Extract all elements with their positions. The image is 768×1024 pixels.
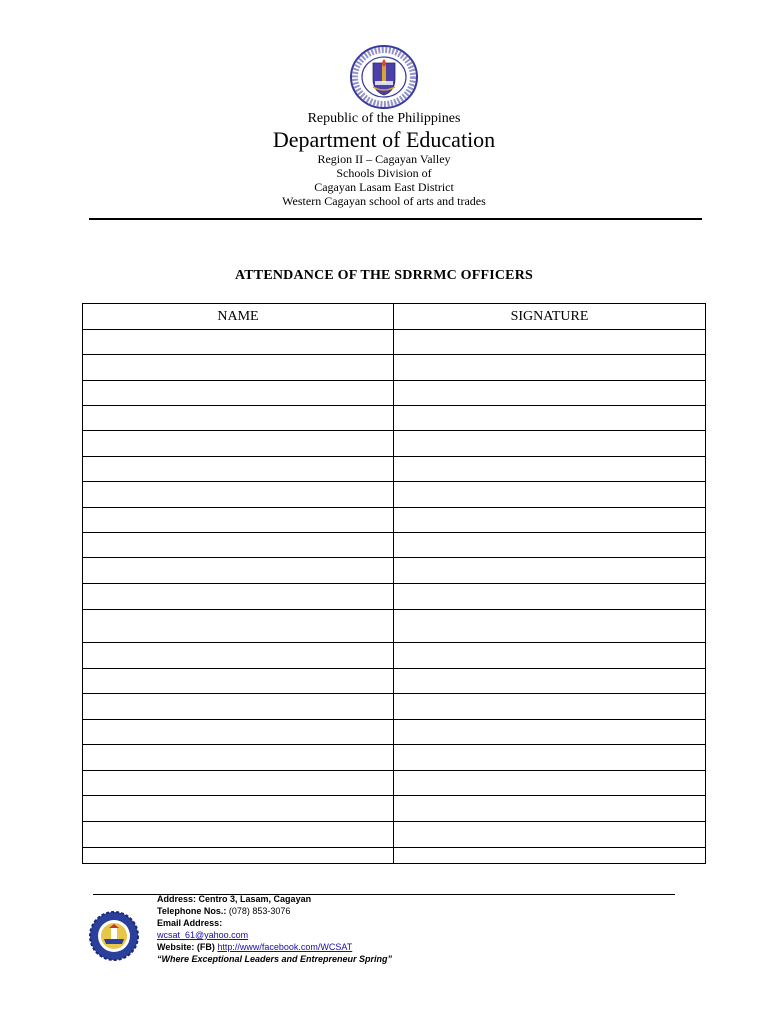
name-cell[interactable] [83,694,394,720]
table-row [83,406,706,431]
signature-cell[interactable] [394,457,706,482]
telephone-label: Telephone Nos.: [157,906,227,916]
table-row [83,720,706,745]
table-row [83,694,706,720]
telephone-value: (078) 853-3076 [228,906,291,916]
table-row [83,796,706,822]
table-row [83,745,706,771]
signature-cell[interactable] [394,330,706,355]
name-cell[interactable] [83,643,394,669]
table-header-row [83,304,706,330]
signature-cell[interactable] [394,584,706,610]
signature-cell[interactable] [394,771,706,796]
website-link[interactable]: http://www/facebook.com/WCSAT [217,942,353,952]
table-row [83,643,706,669]
signature-cell[interactable] [394,796,706,822]
signature-cell[interactable] [394,482,706,508]
name-cell[interactable] [83,584,394,610]
signature-cell[interactable] [394,533,706,558]
republic-text: Republic of the Philippines [307,111,461,126]
name-cell[interactable] [83,482,394,508]
address-label: Address: [157,894,197,904]
name-cell[interactable] [83,610,394,643]
email-label-line [157,917,557,929]
document-title: ATTENDANCE OF THE SDRRMC OFFICERS [234,268,534,283]
signature-cell[interactable] [394,431,706,457]
table-row [83,381,706,406]
website-label: Website: (FB) [157,942,215,952]
table-row [83,610,706,643]
email-line [157,929,557,941]
name-cell[interactable] [83,330,394,355]
name-cell[interactable] [83,720,394,745]
table-row [83,330,706,355]
deped-seal-icon [349,45,419,109]
signature-cell[interactable] [394,508,706,533]
school-name-text: Western Cagayan school of arts and trades [282,194,486,208]
name-cell[interactable] [83,822,394,848]
name-cell[interactable] [83,771,394,796]
table-row [83,482,706,508]
table-row [83,431,706,457]
name-cell[interactable] [83,533,394,558]
table-row [83,457,706,482]
department-title: Department of Education [272,127,496,152]
name-cell[interactable] [83,355,394,381]
name-cell[interactable] [83,796,394,822]
address-value: Centro 3, Lasam, Cagayan [198,894,312,904]
table-row [83,669,706,694]
signature-column-header: SIGNATURE [394,304,706,330]
table-row [83,848,706,864]
address-line [157,893,557,905]
attendance-table-body [83,330,706,864]
table-row [83,584,706,610]
telephone-line [157,905,557,917]
table-row [83,355,706,381]
attendance-table [82,303,706,864]
signature-cell[interactable] [394,822,706,848]
name-cell[interactable] [83,558,394,584]
table-row [83,771,706,796]
division-text: Schools Division of [336,166,432,180]
motto-line [157,953,557,965]
table-row [83,508,706,533]
name-column-header: NAME [83,304,394,330]
signature-cell[interactable] [394,558,706,584]
website-line [157,941,557,953]
email-label: Email Address: [157,918,223,928]
signature-cell[interactable] [394,643,706,669]
name-cell[interactable] [83,457,394,482]
signature-cell[interactable] [394,694,706,720]
email-link[interactable]: wcsat_61@yahoo.com [157,930,249,940]
signature-cell[interactable] [394,610,706,643]
signature-cell[interactable] [394,848,706,864]
table-row [83,822,706,848]
name-cell[interactable] [83,508,394,533]
school-logo-icon [89,911,139,961]
header-divider [89,218,702,220]
signature-cell[interactable] [394,406,706,431]
name-cell[interactable] [83,381,394,406]
footer-contact [157,893,557,965]
signature-cell[interactable] [394,745,706,771]
name-cell[interactable] [83,431,394,457]
name-cell[interactable] [83,745,394,771]
district-text: Cagayan Lasam East District [314,180,454,194]
name-cell[interactable] [83,669,394,694]
signature-cell[interactable] [394,381,706,406]
table-row [83,558,706,584]
name-cell[interactable] [83,406,394,431]
name-cell[interactable] [83,848,394,864]
table-row [83,533,706,558]
region-text: Region II – Cagayan Valley [317,152,451,166]
signature-cell[interactable] [394,355,706,381]
signature-cell[interactable] [394,720,706,745]
signature-cell[interactable] [394,669,706,694]
school-motto: “Where Exceptional Leaders and Entrepreneur Spring” [157,954,393,964]
